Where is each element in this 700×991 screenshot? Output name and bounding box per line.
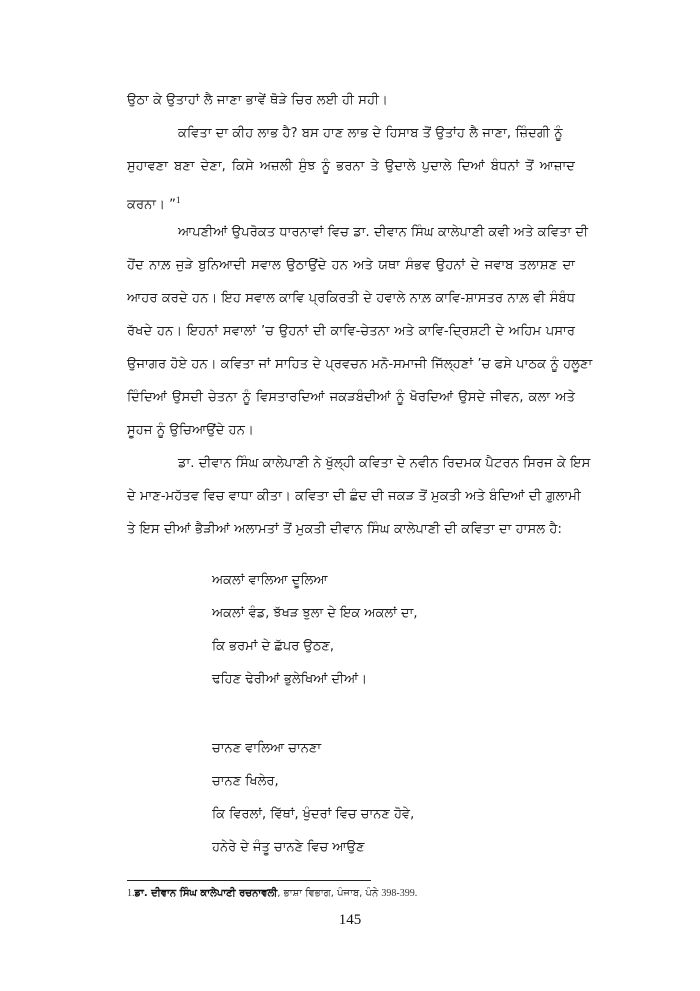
poem-line: ਚਾਨਣ ਵਾਲਿਆ ਚਾਨਣਾ — [212, 741, 322, 756]
footnote-title: ਡਾ. ਦੀਵਾਨ ਸਿੰਘ ਕਾਲੇਪਾਣੀ ਰਚਨਾਵਲੀ — [134, 888, 278, 899]
body-line: ਦਿੰਦਿਆਂ ਉਸਦੀ ਚੇਤਨਾ ਨੂੰ ਵਿਸਤਾਰਦਿਆਂ ਜਕੜਬੰਦੀਆਂ ਨੂੰ ਖੋਰਦਿਆਂ ਉਸਦੇ ਜੀਵਨ, ਕਲਾ ਅਤੇ — [127, 390, 575, 405]
poem-line: ਕਿ ਭਰਮਾਂ ਦੇ ਛੱਪਰ ਉਠਣ, — [212, 639, 334, 654]
poem-line: ਚਾਨਣ ਖਿਲੇਰ, — [212, 774, 279, 789]
body-line: ਦੇ ਮਾਣ-ਮਹੱਤਵ ਵਿਚ ਵਾਧਾ ਕੀਤਾ। ਕਵਿਤਾ ਦੀ ਛੰਦ ਦੀ ਜਕੜ ਤੋਂ ਮੁਕਤੀ ਅਤੇ ਬੰਦਿਆਂ ਦੀ ਗ਼ੁਲਾਮੀ — [127, 489, 581, 504]
body-line: ਰੱਖਦੇ ਹਨ। ਇਹਨਾਂ ਸਵਾਲਾਂ ’ਚ ਉਹਨਾਂ ਦੀ ਕਾਵਿ-ਚੇਤਨਾ ਅਤੇ ਕਾਵਿ-ਦ੍ਰਿਸ਼ਟੀ ਦੇ ਅਹਿਮ ਪਸਾਰ — [127, 324, 575, 339]
footnote-reference[interactable]: 1 — [176, 195, 181, 205]
poem-line: ਅਕਲਾਂ ਵੰਡ, ਝੱਖੜ ਝੁਲਾ ਦੇ ਇਕ ਅਕਲਾਂ ਦਾ, — [212, 606, 418, 621]
poem-line: ਅਕਲਾਂ ਵਾਲਿਆ ਦੂਲਿਆ — [212, 573, 328, 588]
body-line: ਡਾ. ਦੀਵਾਨ ਸਿੰਘ ਕਾਲੇਪਾਣੀ ਨੇ ਖੁੱਲ੍ਹੀ ਕਵਿਤਾ ਦੇ ਨਵੀਨ ਰਿਦਮਕ ਪੈਟਰਨ ਸਿਰਜ ਕੇ ਇਸ — [178, 456, 591, 471]
body-line: ਉਜਾਗਰ ਹੋਏ ਹਨ। ਕਵਿਤਾ ਜਾਂ ਸਾਹਿਤ ਦੇ ਪ੍ਰਵਚਨ ਮਨੋ-ਸਮਾਜੀ ਜਿੱਲ੍ਹਣਾਂ ’ਚ ਫਸੇ ਪਾਠਕ ਨੂੰ ਹਲੂਣਾ — [127, 357, 593, 372]
body-line: ਆਹਰ ਕਰਦੇ ਹਨ। ਇਹ ਸਵਾਲ ਕਾਵਿ ਪ੍ਰਕਿਰਤੀ ਦੇ ਹਵਾਲੇ ਨਾਲ਼ ਕਾਵਿ-ਸ਼ਾਸਤਰ ਨਾਲ਼ ਵੀ ਸੰਬੰਧ — [127, 291, 575, 306]
poem-line: ਕਿ ਵਿਰਲਾਂ, ਵਿੱਥਾਂ, ਖੁੰਦਰਾਂ ਵਿਚ ਚਾਨਣ ਹੋਵੇ, — [212, 807, 415, 822]
footnote-pages: 398-399. — [381, 888, 418, 899]
body-line: ਕਵਿਤਾ ਦਾ ਕੀਹ ਲਾਭ ਹੈ? ਬਸ ਹਾਣ ਲਾਭ ਦੇ ਹਿਸਾਬ ਤੋਂ ਉਤਾਂਹ ਲੈ ਜਾਣਾ, ਜ਼ਿੰਦਗੀ ਨੂੰ — [178, 126, 563, 141]
footnote-publisher: , ਭਾਸ਼ਾ ਵਿਭਾਗ, ਪੰਜਾਬ, ਪੰਨੇ — [277, 888, 382, 899]
body-line: ਉਠਾ ਕੇ ਉਤਾਹਾਂ ਲੈ ਜਾਣਾ ਭਾਵੇਂ ਥੋੜੇ ਚਿਰ ਲਈ ਹੀ ਸਹੀ। — [127, 93, 388, 108]
poem-line: ਹਨੇਰੇ ਦੇ ਜੰਤੂ ਚਾਨਣੇ ਵਿਚ ਆਉਣ — [212, 840, 365, 855]
footnote-number: 1. — [127, 888, 135, 899]
footnote — [127, 888, 417, 899]
page-number: 145 — [338, 912, 362, 928]
poem-line: ਢਹਿਣ ਢੇਰੀਆਂ ਭੁਲੇਖਿਆਂ ਦੀਆਂ। — [212, 672, 367, 687]
body-line: ਹੋਂਦ ਨਾਲ਼ ਜੁੜੇ ਬੁਨਿਆਦੀ ਸਵਾਲ ਉਠਾਉਂਦੇ ਹਨ ਅਤੇ ਯਥਾ ਸੰਭਵ ਉਹਨਾਂ ਦੇ ਜਵਾਬ ਤਲਾਸ਼ਣ ਦਾ — [127, 258, 575, 273]
body-line: ਤੇ ਇਸ ਦੀਆਂ ਭੈੜੀਆਂ ਅਲਾਮਤਾਂ ਤੋਂ ਮੁਕਤੀ ਦੀਵਾਨ ਸਿੰਘ ਕਾਲੇਪਾਣੀ ਦੀ ਕਵਿਤਾ ਦਾ ਹਾਸਲ ਹੈ: — [127, 522, 562, 537]
body-line: ਆਪਣੀਆਂ ਉਪਰੋਕਤ ਧਾਰਨਾਵਾਂ ਵਿਚ ਡਾ. ਦੀਵਾਨ ਸਿੰਘ ਕਾਲੇਪਾਣੀ ਕਵੀ ਅਤੇ ਕਵਿਤਾ ਦੀ — [178, 225, 589, 240]
body-line — [127, 190, 181, 215]
body-line: ਸੁਹਾਵਣਾ ਬਣਾ ਦੇਣਾ, ਕਿਸੇ ਅਜ਼ਲੀ ਸੁੰਝ ਨੂੰ ਭਰਨਾ ਤੇ ਉਦਾਲੇ ਪੁਦਾਲੇ ਦਿਆਂ ਬੰਧਨਾਂ ਤੋਂ ਆਜ਼ਾਦ — [127, 159, 575, 174]
body-line: ਸੂਹਜ ਨੂੰ ਉਚਿਆਉਂਦੇ ਹਨ। — [127, 423, 254, 438]
quote-end-text: ਕਰਨਾ। ” — [127, 197, 176, 213]
footnote-divider — [127, 880, 371, 881]
